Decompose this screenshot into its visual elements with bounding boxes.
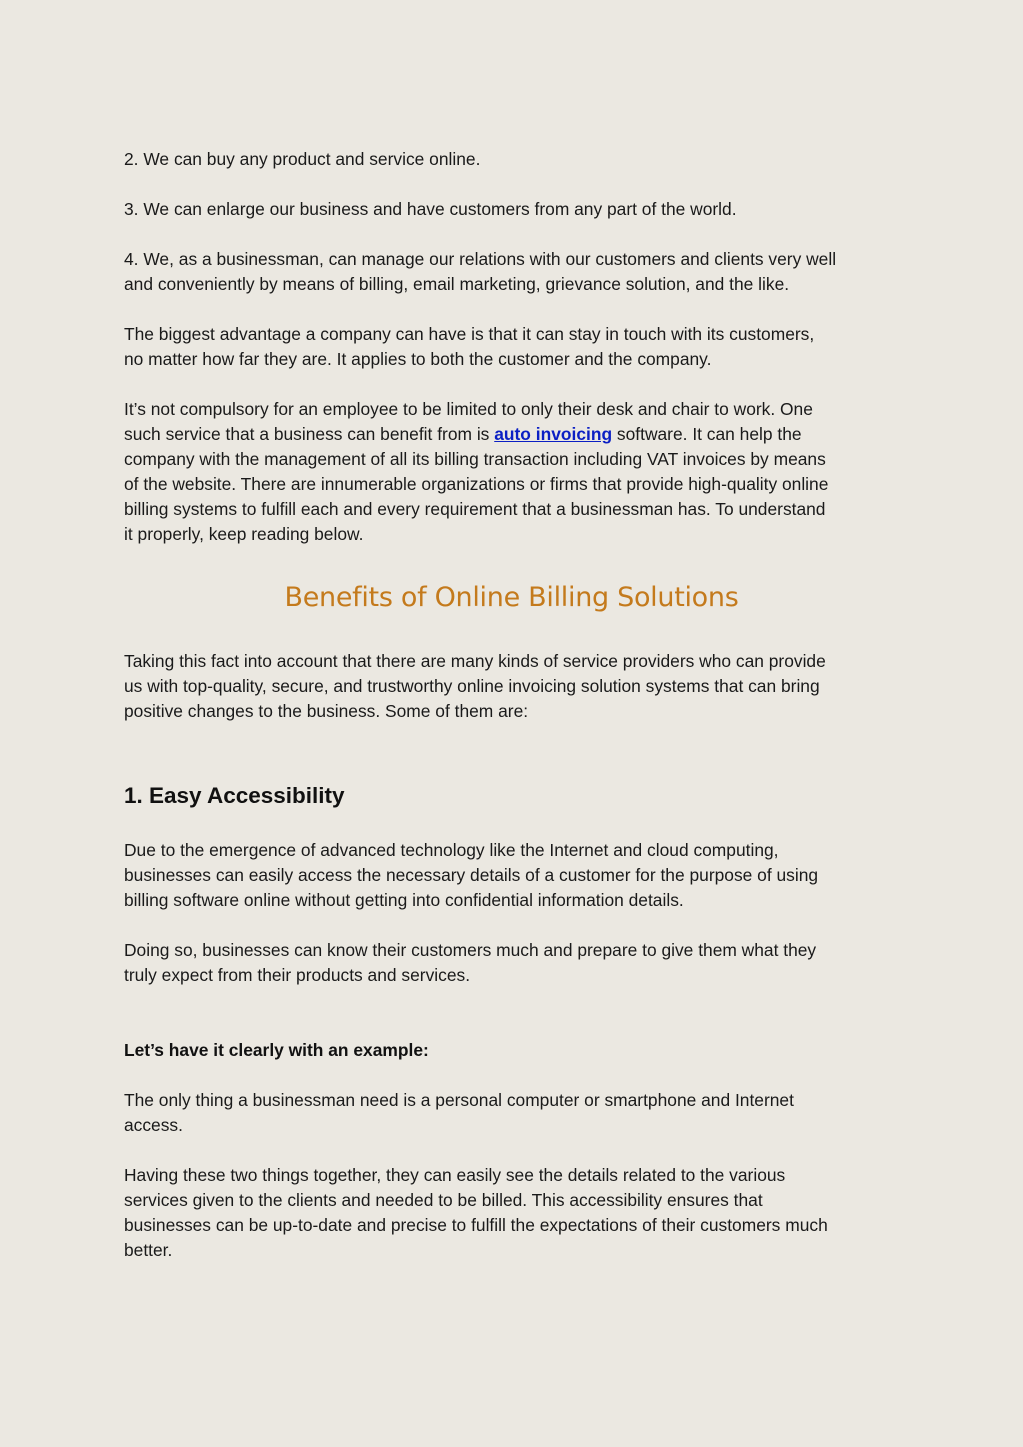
text-line: and conveniently by means of billing, email marketing, grievance solution, and the like. [124, 274, 790, 294]
text-line: Doing so, businesses can know their customers much and prepare to give them what they [124, 940, 817, 960]
text-line: better. [124, 1240, 173, 1260]
subheading-easy-accessibility: 1. Easy Accessibility [124, 783, 345, 808]
advantage-paragraph [124, 322, 914, 372]
example-label: Let’s have it clearly with an example: [124, 1040, 429, 1060]
text-line: no matter how far they are. It applies to both the customer and the company. [124, 349, 712, 369]
list-item-3: 3. We can enlarge our business and have customers from any part of the world. [124, 199, 737, 219]
due-paragraph [124, 838, 914, 913]
text-line: us with top-quality, secure, and trustworthy online invoicing solution systems that can bring [124, 676, 820, 696]
only-paragraph [124, 1088, 914, 1138]
text-segment: such service that a business can benefit from is [124, 424, 495, 444]
text-line: it properly, keep reading below. [124, 524, 364, 544]
text-line: The biggest advantage a company can have is that it can stay in touch with its customers, [124, 324, 815, 344]
compulsory-paragraph [124, 397, 914, 547]
text-line: Having these two things together, they can easily see the details related to the various [124, 1165, 786, 1185]
text-line: truly expect from their products and services. [124, 965, 471, 985]
text-line: company with the management of all its billing transaction including VAT invoices by means [124, 449, 826, 469]
text-segment: software. It can help the [612, 424, 802, 444]
text-line: Taking this fact into account that there are many kinds of service providers who can provide [124, 651, 826, 671]
text-line: access. [124, 1115, 183, 1135]
section-heading: Benefits of Online Billing Solutions [284, 582, 739, 613]
text-line: positive changes to the business. Some of them are: [124, 701, 529, 721]
text-line: businesses can be up-to-date and precise to fulfill the expectations of their customers much [124, 1215, 828, 1235]
text-line: billing software online without getting into confidential information details. [124, 890, 684, 910]
text-line: It’s not compulsory for an employee to be limited to only their desk and chair to work. One [124, 399, 813, 419]
text-line: Due to the emergence of advanced technology like the Internet and cloud computing, [124, 840, 779, 860]
doing-paragraph [124, 938, 914, 988]
text-line: of the website. There are innumerable organizations or firms that provide high-quality online [124, 474, 829, 494]
taking-paragraph [124, 649, 914, 724]
text-line-with-link [124, 422, 914, 447]
text-line: 4. We, as a businessman, can manage our relations with our customers and clients very well [124, 249, 837, 269]
text-line: The only thing a businessman need is a personal computer or smartphone and Internet [124, 1090, 794, 1110]
list-item-2: 2. We can buy any product and service online. [124, 149, 481, 169]
text-line: services given to the clients and needed to be billed. This accessibility ensures that [124, 1190, 763, 1210]
auto-invoicing-link[interactable]: auto invoicing [494, 424, 613, 444]
text-line: businesses can easily access the necessary details of a customer for the purpose of using [124, 865, 819, 885]
list-item-4 [124, 247, 914, 297]
text-line: billing systems to fulfill each and every requirement that a businessman has. To understand [124, 499, 826, 519]
having-paragraph [124, 1163, 914, 1263]
